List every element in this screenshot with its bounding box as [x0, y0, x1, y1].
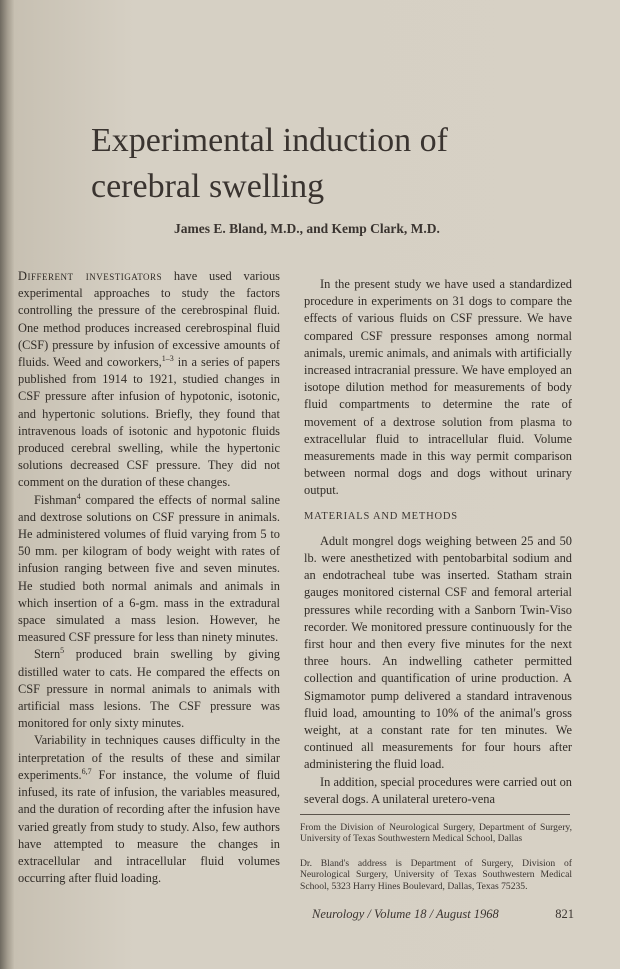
- paragraph-text: For instance, the volume of fluid infused, its rate of infusion, the variables measured, and the duration of recording after the infusion have varied greatly from study to study. Also, few authors have attempted to measure the changes in extracellular and intracellular fluid volumes occurring after fluid loading.: [18, 767, 280, 886]
- paragraph-present-study: In the present study we have used a standardized procedure in experiments on 31 dogs to compare the effects of various fluids on CSF pressure. We have compared CSF pressure responses among normal animals, uremic animals, and animals with artificially increased intracranial pressure. We have employed an isotope dilution method for measurements of body fluid compartments to determine the rate of movement of a dextrose solution from plasma to extracellular fluid to intracellular fluid. Volume measurements made in this way permit comparison between normal dogs and dogs without urinary output.: [304, 277, 572, 498]
- footnote-divider: [300, 814, 570, 815]
- paragraph-methods: Adult mongrel dogs weighing between 25 and 50 lb. were anesthetized with pentobarbital sodium and an endotracheal tube was inserted. Statham strain gauges monitored cisternal CSF and femoral arterial pressures while recording with a Sanborn Twin-Viso recorder. We monitored pressure continuously for the first hour and then every five minutes for the next three hours. An indwelling catheter permitted collection and quantification of urine production. A Sigmamotor pump delivered a standard intravenous fluid load, amounting to 10% of the animal's gross weight, at a constant rate for ten minutes. We continued all measurements for four hours after administering the fluid load.: [304, 533, 572, 772]
- right-column: [304, 276, 572, 808]
- citation-ref: 1–3: [161, 353, 174, 363]
- page-number: 821: [555, 907, 574, 921]
- citation-ref: 5: [60, 646, 65, 656]
- paragraph-variability: [18, 732, 280, 887]
- paragraph-text: produced brain swelling by giving distilled water to cats. He compared the effects on CSF pressure in normal animals to animals with artificial mass lesions. The CSF pressure was monitored for only sixty minutes.: [18, 647, 280, 731]
- citation-ref: 6,7: [81, 766, 92, 776]
- title-line-1: Experimental induction of: [91, 122, 448, 159]
- lead-in-smallcaps: Different investigators: [18, 269, 163, 283]
- left-column: [18, 268, 280, 887]
- footnote-affiliation: From the Division of Neurological Surgery, Department of Surgery, University of Texas Southwestern Medical School, Dallas: [300, 822, 572, 845]
- article-title: [91, 118, 551, 210]
- paragraph-special-procedures: In addition, special procedures were carried out on several dogs. A unilateral uretero-vena: [304, 774, 572, 806]
- journal-citation: Neurology / Volume 18 / August 1968: [312, 907, 499, 921]
- citation-ref: 4: [76, 491, 81, 501]
- paragraph-text: Fishman: [34, 492, 77, 507]
- paragraph-fishman: [18, 492, 280, 647]
- binding-gutter: [0, 0, 14, 969]
- paragraph-text: in a series of papers published from 1914 to 1921, studied changes in CSF pressure after infusion of hypotonic, isotonic, and hypertonic solutions. Briefly, they found that intravenous loads of isotonic and hypotonic fluids produced cerebral swelling, while the hypertonic solutions decreased CSF pressure. They did not comment on the duration of these changes.: [18, 355, 281, 490]
- title-line-2: cerebral swelling: [91, 168, 325, 205]
- paragraph-stern: [18, 646, 280, 732]
- footnote-address: Dr. Bland's address is Department of Surgery, Division of Neurological Surgery, University of Texas Southwestern Medical School, 5323 Harry Hines Boulevard, Dallas, Texas 75235.: [300, 858, 572, 892]
- paragraph-text: have used various experimental approaches to study the factors controlling the pressure of the cerebrospinal fluid. One method produces increased cerebrospinal fluid (CSF) pressure by infusion of excessive amounts of fluids. Weed and coworkers,: [18, 269, 280, 370]
- paragraph-intro: [18, 268, 280, 492]
- paragraph-text: compared the effects of normal saline and dextrose solutions on CSF pressure in animals. He administered volumes of fluid varying from 5 to 50 mm. per kilogram of body weight with rates of infusion ranging between five and seven minutes. He studied both normal animals and animals in which insertion of a 6-gm. mass in the extradural space simulated a mass lesion. However, he measured CSF pressure for less than ninety minutes.: [18, 492, 280, 645]
- section-heading: MATERIALS AND METHODS: [304, 510, 458, 522]
- paragraph-text: Variability in techniques causes difficulty in the interpretation of the results of these and similar experiments.: [18, 733, 280, 782]
- author-byline: James E. Bland, M.D., and Kemp Clark, M.D.: [174, 221, 440, 236]
- page-footer: [312, 907, 574, 922]
- paragraph-text: Stern: [34, 647, 61, 662]
